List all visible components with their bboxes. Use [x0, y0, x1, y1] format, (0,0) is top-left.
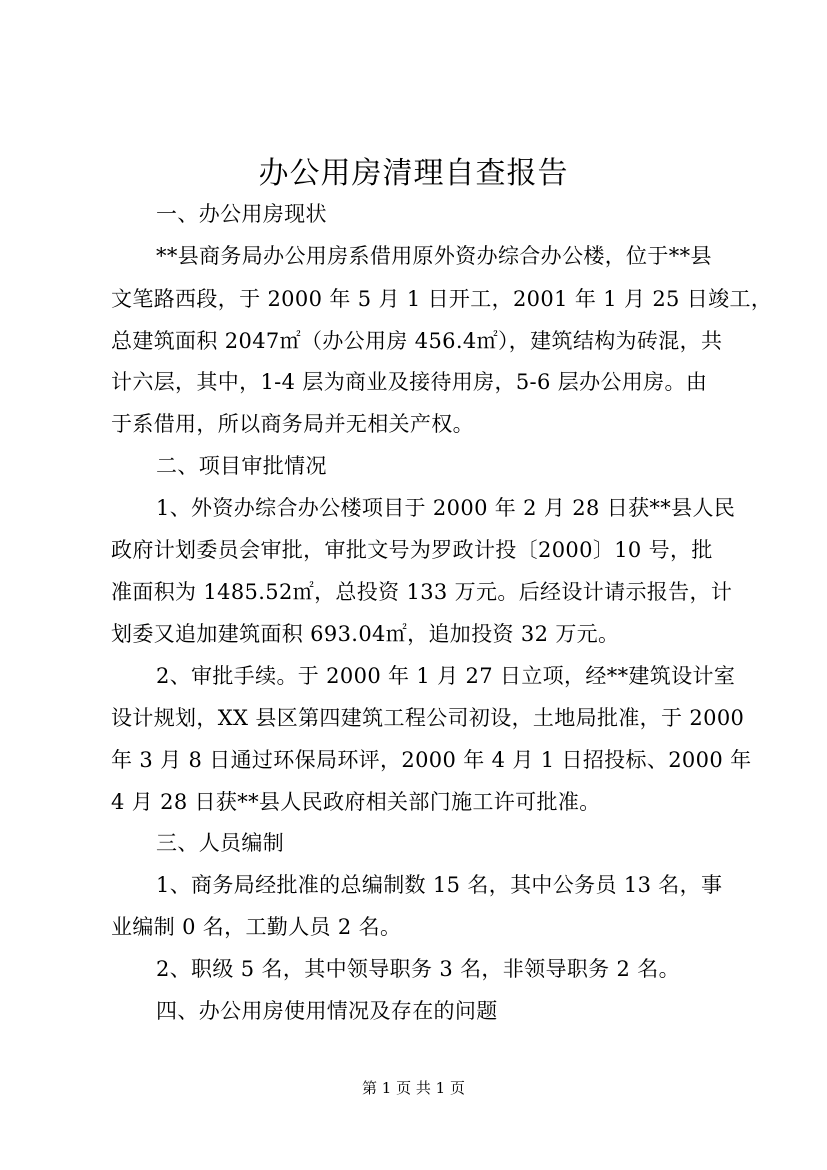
section-heading-1: 一、办公用房现状: [156, 202, 327, 226]
document-title: 办公用房清理自查报告: [258, 156, 569, 191]
section-heading-2: 二、项目审批情况: [156, 454, 327, 478]
paragraph-line: 划委又追加建筑面积 693.04㎡，追加投资 32 万元。: [111, 622, 620, 646]
paragraph-line: 于系借用，所以商务局并无相关产权。: [111, 412, 474, 436]
paragraph-line: 1、商务局经批准的总编制数 15 名，其中公务员 13 名，事: [156, 873, 723, 897]
paragraph-line: 准面积为 1485.52㎡，总投资 133 万元。后经设计请示报告，计: [111, 580, 733, 604]
paragraph-line: 1、外资办综合办公楼项目于 2000 年 2 月 28 日获**县人民: [156, 496, 736, 520]
paragraph-line: 总建筑面积 2047㎡（办公用房 456.4㎡），建筑结构为砖混，共: [111, 329, 723, 353]
paragraph-line: 2、职级 5 名，其中领导职务 3 名，非领导职务 2 名。: [156, 957, 680, 981]
paragraph-line: 年 3 月 8 日通过环保局环评，2000 年 4 月 1 日招投标、2000 年: [111, 748, 752, 772]
paragraph-line: **县商务局办公用房系借用原外资办综合办公楼，位于**县: [156, 244, 712, 268]
paragraph-line: 文笔路西段，于 2000 年 5 月 1 日开工，2001 年 1 月 25 日竣工，: [111, 287, 773, 311]
paragraph-line: 业编制 0 名，工勤人员 2 名。: [111, 915, 402, 939]
page-footer: 第 1 页 共 1 页: [362, 1079, 465, 1097]
paragraph-line: 2、审批手续。于 2000 年 1 月 27 日立项，经**建筑设计室: [156, 664, 736, 688]
paragraph-line: 计六层，其中，1-4 层为商业及接待用房，5-6 层办公用房。由: [111, 370, 708, 394]
section-heading-4: 四、办公用房使用情况及存在的问题: [156, 999, 498, 1023]
paragraph-line: 4 月 28 日获**县人民政府相关部门施工许可批准。: [111, 790, 601, 814]
paragraph-line: 设计规划，XX 县区第四建筑工程公司初设，土地局批准，于 2000: [111, 706, 745, 730]
section-heading-3: 三、人员编制: [156, 831, 285, 855]
paragraph-line: 政府计划委员会审批，审批文号为罗政计投〔2000〕10 号，批: [111, 538, 713, 562]
